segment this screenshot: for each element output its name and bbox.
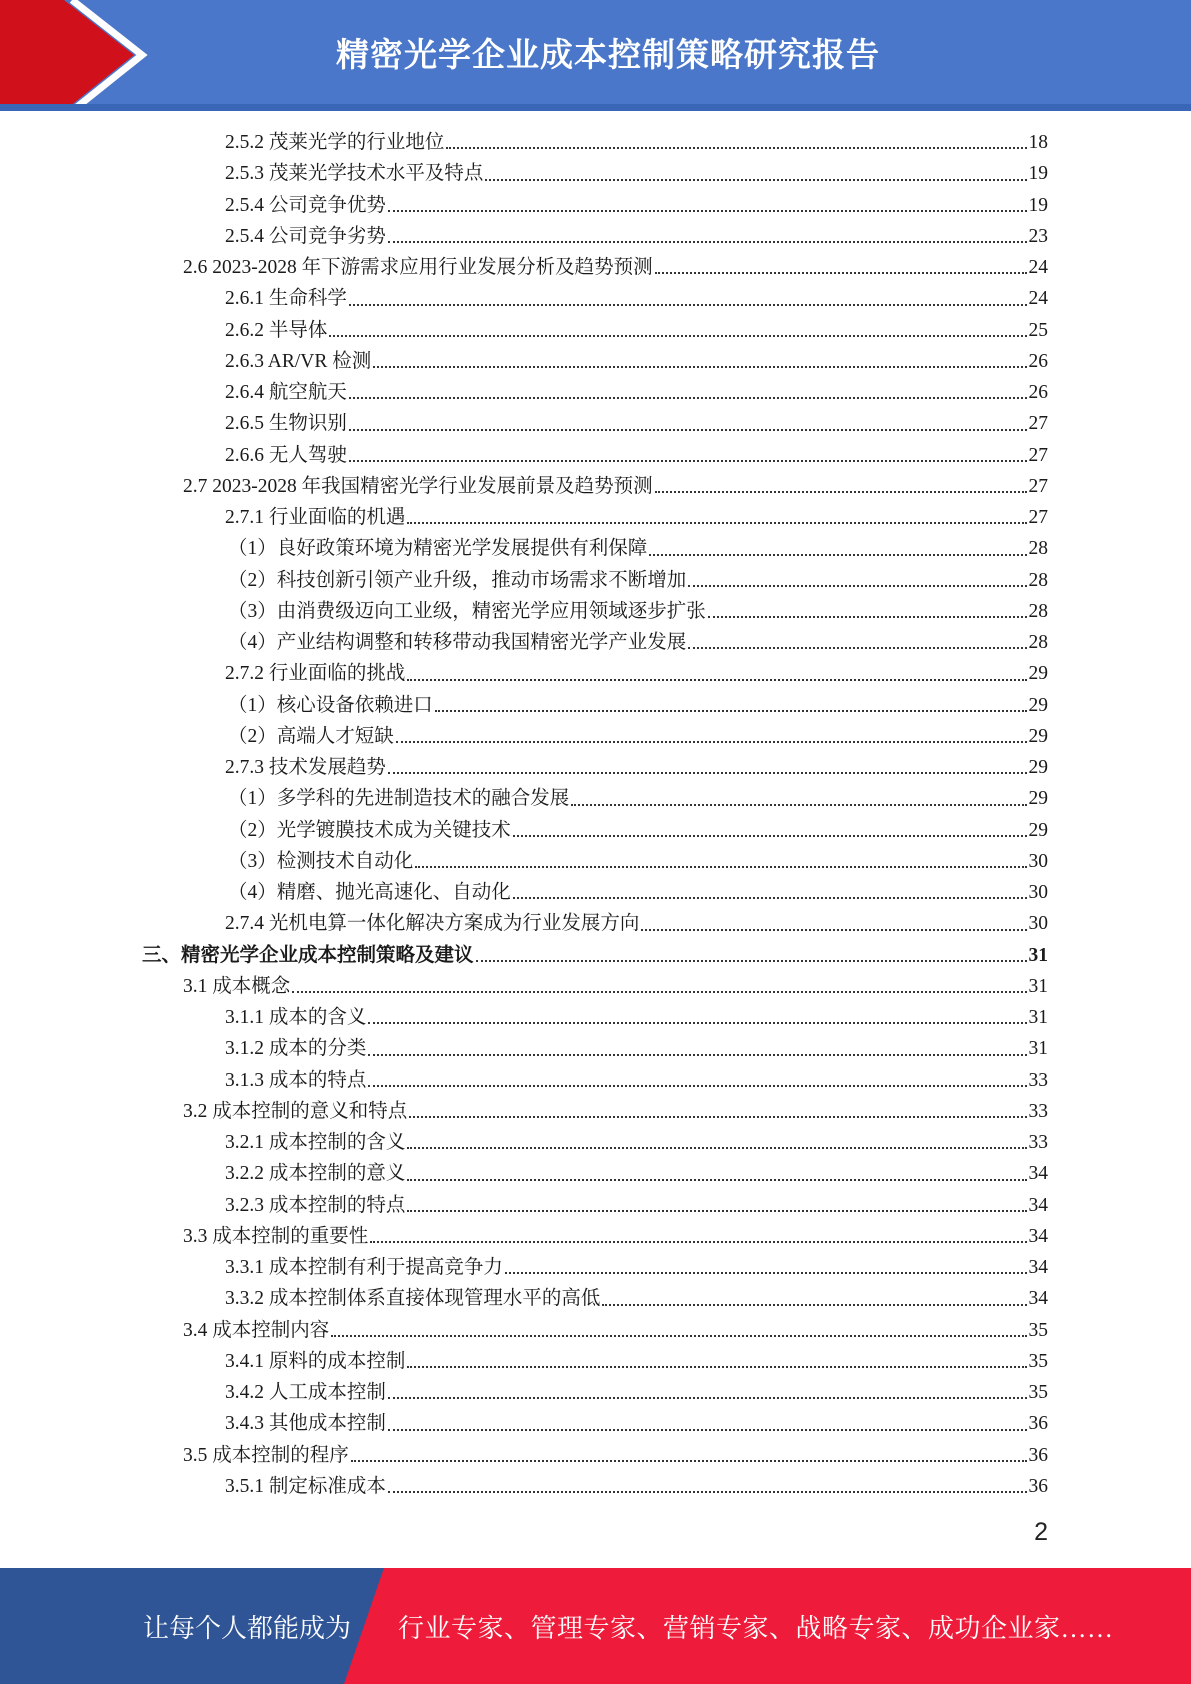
toc-entry-title: 2.6.5 生物识别 bbox=[225, 413, 347, 435]
toc-dot-leader bbox=[373, 365, 1026, 368]
toc-entry-page-number: 33 bbox=[1028, 1132, 1048, 1153]
toc-entry-title: 2.6.1 生命科学 bbox=[225, 288, 347, 310]
header-bottom-rule bbox=[0, 104, 1191, 111]
toc-entry[interactable] bbox=[0, 221, 1191, 252]
footer-slogan-left: 让每个人都能成为 bbox=[143, 1613, 352, 1643]
toc-entry-page-number: 31 bbox=[1028, 975, 1048, 997]
toc-entry-title: 2.6.2 半导体 bbox=[225, 319, 328, 341]
toc-entry-title: 3.1.2 成本的分类 bbox=[225, 1038, 367, 1060]
toc-dot-leader bbox=[415, 865, 1026, 868]
toc-dot-leader bbox=[388, 1428, 1027, 1431]
toc-entry-title: 2.7.2 行业面临的挑战 bbox=[225, 663, 406, 685]
page-number: 2 bbox=[1034, 1518, 1048, 1546]
footer-slogan-right: 行业专家、管理专家、营销专家、战略专家、成功企业家…… bbox=[398, 1613, 1114, 1643]
toc-entry-title: 2.5.4 公司竞争劣势 bbox=[225, 225, 386, 247]
toc-entry-title: 3.4.3 其他成本控制 bbox=[225, 1413, 386, 1435]
toc-entry[interactable] bbox=[0, 1190, 1191, 1221]
toc-entry-title: （2）高端人才短缺 bbox=[228, 725, 394, 747]
toc-entry-page-number: 27 bbox=[1028, 413, 1048, 435]
toc-entry-title: 2.7 2023-2028 年我国精密光学行业发展前景及趋势预测 bbox=[183, 475, 653, 497]
toc-dot-leader bbox=[349, 303, 1027, 306]
toc-entry-title: 3.2.2 成本控制的意义 bbox=[225, 1163, 406, 1185]
toc-entry-title: （1）多学科的先进制造技术的融合发展 bbox=[228, 788, 570, 810]
toc-dot-leader bbox=[292, 990, 1026, 993]
toc-entry-page-number: 30 bbox=[1028, 913, 1048, 935]
toc-entry[interactable] bbox=[0, 721, 1191, 752]
toc-dot-leader bbox=[407, 521, 1026, 524]
toc-entry[interactable] bbox=[0, 971, 1191, 1002]
toc-entry-page-number: 27 bbox=[1028, 475, 1048, 497]
toc-entry[interactable] bbox=[0, 533, 1191, 564]
toc-entry-page-number: 34 bbox=[1028, 1288, 1048, 1310]
toc-dot-leader bbox=[331, 1334, 1026, 1337]
toc-entry-page-number: 34 bbox=[1028, 1163, 1048, 1185]
toc-entry-title: 3.3.2 成本控制体系直接体现管理水平的高低 bbox=[225, 1288, 601, 1310]
toc-entry-page-number: 26 bbox=[1028, 350, 1048, 372]
toc-entry[interactable] bbox=[0, 1471, 1191, 1502]
toc-entry-page-number: 27 bbox=[1028, 507, 1048, 528]
toc-dot-leader bbox=[349, 396, 1027, 399]
toc-entry-page-number: 28 bbox=[1028, 632, 1048, 653]
toc-entry-page-number: 34 bbox=[1028, 1194, 1048, 1216]
toc-entry-page-number: 24 bbox=[1028, 257, 1048, 278]
toc-entry[interactable] bbox=[0, 377, 1191, 408]
toc-entry-title: 三、精密光学企业成本控制策略及建议 bbox=[142, 944, 474, 966]
toc-entry[interactable] bbox=[0, 690, 1191, 721]
toc-dot-leader bbox=[505, 1271, 1027, 1274]
toc-entry-title: （2）科技创新引领产业升级，推动市场需求不断增加 bbox=[228, 569, 687, 591]
toc-entry-page-number: 33 bbox=[1028, 1069, 1048, 1091]
toc-entry[interactable] bbox=[0, 1221, 1191, 1252]
toc-entry-title: 2.6.4 航空航天 bbox=[225, 382, 347, 403]
toc-entry[interactable] bbox=[0, 1408, 1191, 1439]
toc-dot-leader bbox=[655, 271, 1027, 274]
toc-dot-leader bbox=[513, 896, 1027, 899]
toc-entry-page-number: 36 bbox=[1028, 1475, 1048, 1497]
toc-entry[interactable] bbox=[0, 1002, 1191, 1033]
toc-entry[interactable] bbox=[0, 658, 1191, 689]
toc-entry-title: 2.7.4 光机电算一体化解决方案成为行业发展方向 bbox=[225, 913, 640, 935]
toc-entry-title: （2）光学镀膜技术成为关键技术 bbox=[228, 819, 511, 841]
toc-entry[interactable] bbox=[0, 346, 1191, 377]
toc-entry-page-number: 27 bbox=[1028, 444, 1048, 466]
toc-dot-leader bbox=[513, 834, 1027, 837]
toc-entry-title: 3.1.1 成本的含义 bbox=[225, 1007, 367, 1028]
toc-dot-leader bbox=[446, 146, 1026, 149]
toc-entry[interactable] bbox=[0, 315, 1191, 346]
toc-entry[interactable] bbox=[0, 1252, 1191, 1283]
toc-entry[interactable] bbox=[0, 408, 1191, 439]
toc-dot-leader bbox=[407, 1209, 1026, 1212]
toc-entry[interactable] bbox=[0, 1315, 1191, 1346]
toc-entry-page-number: 23 bbox=[1028, 225, 1048, 247]
toc-dot-leader bbox=[688, 646, 1026, 649]
toc-dot-leader bbox=[368, 1053, 1026, 1056]
toc-entry-page-number: 28 bbox=[1028, 538, 1048, 560]
toc-entry-title: （4）产业结构调整和转移带动我国精密光学产业发展 bbox=[228, 632, 687, 653]
toc-entry[interactable] bbox=[0, 252, 1191, 283]
toc-entry-page-number: 35 bbox=[1028, 1350, 1048, 1372]
toc-dot-leader bbox=[602, 1303, 1026, 1306]
toc-entry[interactable] bbox=[0, 283, 1191, 314]
toc-entry-title: 2.6.6 无人驾驶 bbox=[225, 444, 347, 466]
toc-entry[interactable] bbox=[0, 1346, 1191, 1377]
toc-entry-title: 3.2 成本控制的意义和特点 bbox=[183, 1100, 408, 1122]
toc-entry[interactable] bbox=[0, 783, 1191, 814]
toc-entry-page-number: 28 bbox=[1028, 600, 1048, 622]
toc-entry[interactable] bbox=[0, 1127, 1191, 1158]
toc-entry-title: 2.6 2023-2028 年下游需求应用行业发展分析及趋势预测 bbox=[183, 257, 653, 278]
toc-entry-page-number: 28 bbox=[1028, 569, 1048, 591]
toc-entry-title: 3.3.1 成本控制有利于提高竞争力 bbox=[225, 1257, 503, 1278]
toc-entry-title: 3.3 成本控制的重要性 bbox=[183, 1225, 369, 1247]
toc-entry-page-number: 30 bbox=[1028, 850, 1048, 872]
toc-entry[interactable] bbox=[0, 596, 1191, 627]
toc-entry-title: 3.4 成本控制内容 bbox=[183, 1319, 330, 1341]
toc-entry-title: 3.1 成本概念 bbox=[183, 975, 291, 997]
toc-entry-title: （1）良好政策环境为精密光学发展提供有利保障 bbox=[228, 538, 648, 560]
toc-dot-leader bbox=[329, 334, 1026, 337]
toc-entry[interactable] bbox=[0, 1377, 1191, 1408]
toc-entry[interactable] bbox=[0, 752, 1191, 783]
toc-entry[interactable] bbox=[0, 502, 1191, 533]
toc-dot-leader bbox=[435, 709, 1027, 712]
toc-entry-title: （4）精磨、抛光高速化、自动化 bbox=[228, 882, 511, 903]
toc-entry-title: 3.2.3 成本控制的特点 bbox=[225, 1194, 406, 1216]
toc-entry[interactable] bbox=[0, 471, 1191, 502]
toc-entry-page-number: 25 bbox=[1028, 319, 1048, 341]
toc-entry-page-number: 31 bbox=[1028, 1007, 1048, 1028]
toc-entry[interactable] bbox=[0, 190, 1191, 221]
toc-entry[interactable] bbox=[0, 1096, 1191, 1127]
toc-entry[interactable] bbox=[0, 815, 1191, 846]
toc-entry-page-number: 31 bbox=[1028, 944, 1048, 966]
toc-dot-leader bbox=[407, 1365, 1026, 1368]
toc-dot-leader bbox=[708, 615, 1027, 618]
toc-dot-leader bbox=[388, 209, 1027, 212]
toc-entry-title: （1）核心设备依赖进口 bbox=[228, 694, 433, 716]
toc-entry[interactable] bbox=[0, 127, 1191, 158]
toc-dot-leader bbox=[409, 1115, 1026, 1118]
toc-entry-page-number: 29 bbox=[1028, 788, 1048, 810]
toc-dot-leader bbox=[407, 1178, 1026, 1181]
toc-entry[interactable] bbox=[0, 877, 1191, 908]
toc-entry-title: 3.5.1 制定标准成本 bbox=[225, 1475, 386, 1497]
toc-entry-page-number: 19 bbox=[1028, 194, 1048, 216]
page-footer bbox=[0, 1568, 1191, 1684]
toc-dot-leader bbox=[388, 240, 1027, 243]
toc-entry-title: 3.4.1 原料的成本控制 bbox=[225, 1350, 406, 1372]
toc-entry[interactable] bbox=[0, 565, 1191, 596]
toc-entry-title: 2.5.3 茂莱光学技术水平及特点 bbox=[225, 163, 484, 185]
toc-entry[interactable] bbox=[0, 627, 1191, 658]
toc-entry-page-number: 35 bbox=[1028, 1319, 1048, 1341]
toc-entry[interactable] bbox=[0, 1033, 1191, 1064]
toc-entry[interactable] bbox=[0, 1283, 1191, 1314]
toc-entry-page-number: 31 bbox=[1028, 1038, 1048, 1060]
table-of-contents bbox=[0, 127, 1191, 1502]
toc-entry-page-number: 36 bbox=[1028, 1444, 1048, 1466]
toc-entry-title: （3）由消费级迈向工业级，精密光学应用领域逐步扩张 bbox=[228, 600, 706, 622]
toc-entry-title: 2.7.1 行业面临的机遇 bbox=[225, 507, 406, 528]
toc-entry[interactable] bbox=[0, 1065, 1191, 1096]
toc-entry-page-number: 24 bbox=[1028, 288, 1048, 310]
toc-entry-page-number: 33 bbox=[1028, 1100, 1048, 1122]
toc-entry-page-number: 26 bbox=[1028, 382, 1048, 403]
toc-entry[interactable] bbox=[0, 940, 1191, 971]
toc-entry[interactable] bbox=[0, 908, 1191, 939]
toc-dot-leader bbox=[388, 771, 1027, 774]
toc-entry-title: 3.2.1 成本控制的含义 bbox=[225, 1132, 406, 1153]
document-title: 精密光学企业成本控制策略研究报告 bbox=[336, 34, 880, 74]
toc-dot-leader bbox=[388, 1490, 1027, 1493]
toc-entry-title: 2.7.3 技术发展趋势 bbox=[225, 757, 386, 778]
toc-entry[interactable] bbox=[0, 846, 1191, 877]
toc-entry-title: 3.4.2 人工成本控制 bbox=[225, 1382, 386, 1403]
toc-entry-title: 3.5 成本控制的程序 bbox=[183, 1444, 349, 1466]
toc-entry-page-number: 29 bbox=[1028, 694, 1048, 716]
page-header bbox=[0, 0, 1191, 111]
toc-dot-leader bbox=[349, 428, 1027, 431]
toc-dot-leader bbox=[368, 1084, 1026, 1087]
toc-dot-leader bbox=[396, 740, 1027, 743]
toc-dot-leader bbox=[641, 928, 1026, 931]
toc-entry-page-number: 35 bbox=[1028, 1382, 1048, 1403]
toc-entry[interactable] bbox=[0, 158, 1191, 189]
toc-entry-page-number: 36 bbox=[1028, 1413, 1048, 1435]
toc-entry-page-number: 19 bbox=[1028, 163, 1048, 185]
toc-entry-page-number: 18 bbox=[1028, 132, 1048, 153]
toc-entry-page-number: 29 bbox=[1028, 725, 1048, 747]
toc-dot-leader bbox=[485, 178, 1026, 181]
toc-dot-leader bbox=[349, 459, 1027, 462]
toc-entry-page-number: 29 bbox=[1028, 819, 1048, 841]
toc-entry-title: 2.5.2 茂莱光学的行业地位 bbox=[225, 132, 445, 153]
toc-entry[interactable] bbox=[0, 440, 1191, 471]
toc-dot-leader bbox=[655, 490, 1027, 493]
toc-dot-leader bbox=[370, 1240, 1026, 1243]
toc-entry-page-number: 29 bbox=[1028, 757, 1048, 778]
toc-entry-title: 3.1.3 成本的特点 bbox=[225, 1069, 367, 1091]
toc-dot-leader bbox=[688, 584, 1026, 587]
toc-dot-leader bbox=[388, 1396, 1027, 1399]
toc-dot-leader bbox=[368, 1021, 1026, 1024]
toc-entry-title: 2.5.4 公司竞争优势 bbox=[225, 194, 386, 216]
toc-entry-page-number: 29 bbox=[1028, 663, 1048, 685]
toc-entry-title: 2.6.3 AR/VR 检测 bbox=[225, 350, 372, 372]
toc-dot-leader bbox=[351, 1459, 1027, 1462]
toc-dot-leader bbox=[649, 553, 1026, 556]
toc-dot-leader bbox=[407, 1146, 1026, 1149]
toc-entry[interactable] bbox=[0, 1440, 1191, 1471]
toc-entry-page-number: 34 bbox=[1028, 1257, 1048, 1278]
toc-dot-leader bbox=[407, 678, 1026, 681]
toc-entry-page-number: 30 bbox=[1028, 882, 1048, 903]
toc-dot-leader bbox=[476, 959, 1027, 962]
toc-dot-leader bbox=[571, 803, 1026, 806]
toc-entry-page-number: 34 bbox=[1028, 1225, 1048, 1247]
toc-entry-title: （3）检测技术自动化 bbox=[228, 850, 414, 872]
toc-entry[interactable] bbox=[0, 1158, 1191, 1189]
